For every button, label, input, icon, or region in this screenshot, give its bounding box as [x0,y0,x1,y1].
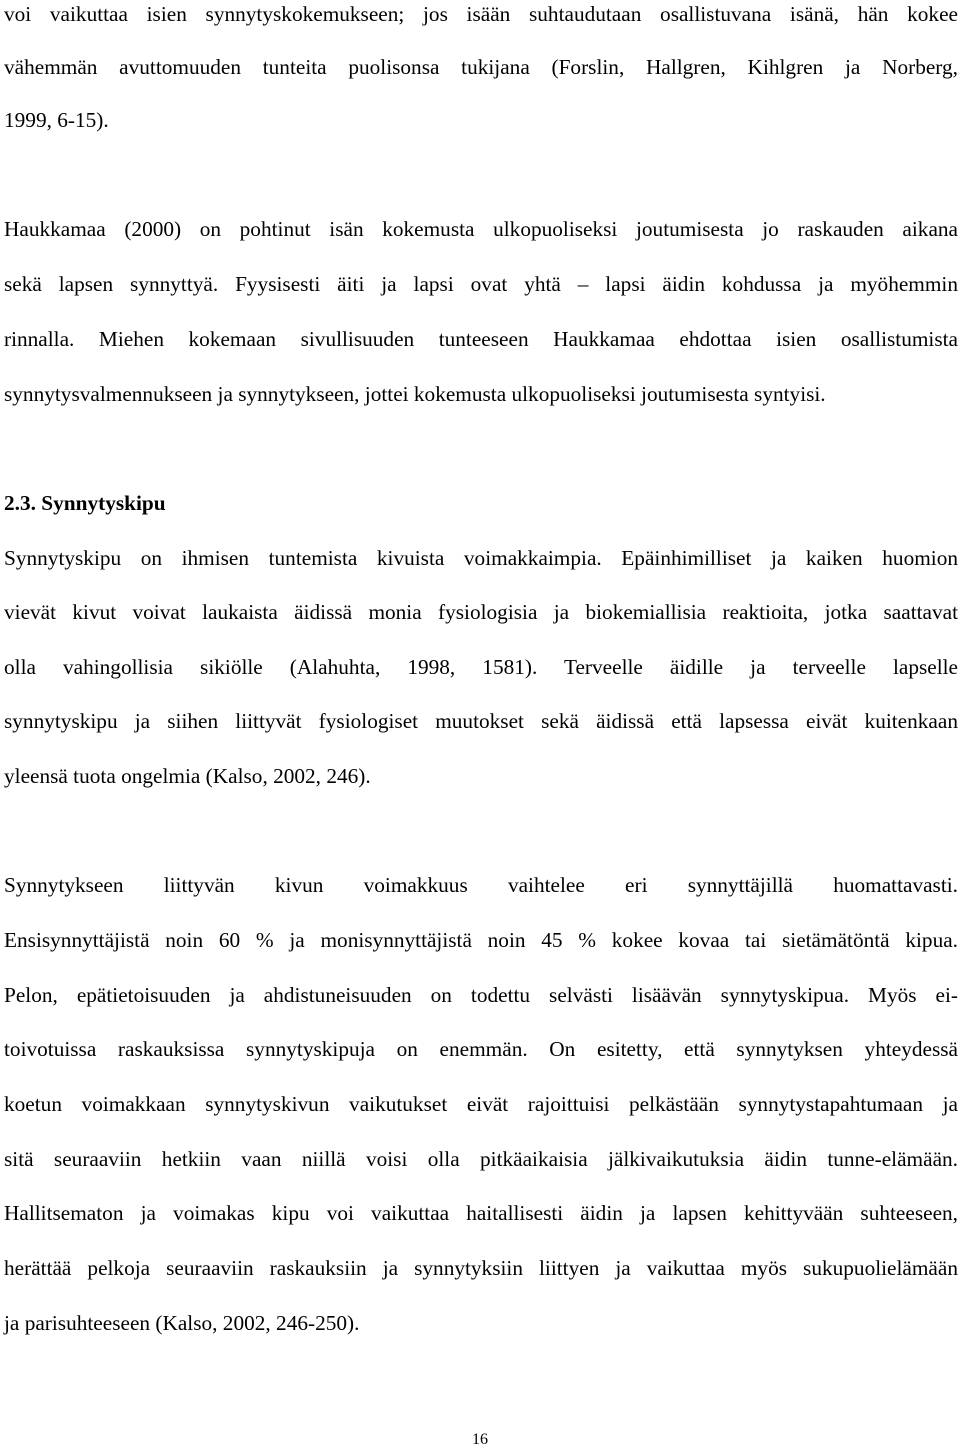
paragraph-3-line-5: yleensä tuota ongelmia (Kalso, 2002, 246). [4,764,371,788]
paragraph-4-line-7: Hallitsematon ja voimakas kipu voi vaikuttaa haitallisesti äidin ja lapsen kehittyvään suhteeseen, [4,1201,958,1225]
paragraph-4-line-2: Ensisynnyttäjistä noin 60 % ja monisynnyttäjistä noin 45 % kokee kovaa tai sietämätöntä kipua. [4,928,958,952]
paragraph-3-line-2: vievät kivut voivat laukaista äidissä monia fysiologisia ja biokemiallisia reaktioita, jotka saattavat [4,600,958,624]
paragraph-4-line-9: ja parisuhteeseen (Kalso, 2002, 246-250). [4,1311,360,1335]
paragraph-4-line-1: Synnytykseen liittyvän kivun voimakkuus vaihtelee eri synnyttäjillä huomattavasti. [4,873,958,897]
section-heading: 2.3. Synnytyskipu [4,491,166,515]
paragraph-4-line-6: sitä seuraaviin hetkiin vaan niillä voisi olla pitkäaikaisia jälkivaikutuksia äidin tunne-elämään. [4,1147,958,1171]
paragraph-4-line-4: toivotuissa raskauksissa synnytyskipuja on enemmän. On esitetty, että synnytyksen yhteydessä [4,1037,958,1061]
paragraph-2-line-3: rinnalla. Miehen kokemaan sivullisuuden tunteeseen Haukkamaa ehdottaa isien osallistumista [4,327,958,351]
paragraph-1-line-2: vähemmän avuttomuuden tunteita puolisonsa tukijana (Forslin, Hallgren, Kihlgren ja Norberg, [4,55,958,79]
paragraph-3-line-3: olla vahingollisia sikiölle (Alahuhta, 1998, 1581). Terveelle äidille ja terveelle lapselle [4,655,958,679]
paragraph-1-line-3: 1999, 6-15). [4,108,109,132]
paragraph-4-line-3: Pelon, epätietoisuuden ja ahdistuneisuuden on todettu selvästi lisäävän synnytyskipua. Myös ei- [4,983,958,1007]
paragraph-1-line-1: voi vaikuttaa isien synnytyskokemukseen; jos isään suhtaudutaan osallistuvana isänä, hän kokee [4,2,958,26]
paragraph-3-line-1: Synnytyskipu on ihmisen tuntemista kivuista voimakkaimpia. Epäinhimilliset ja kaiken huomion [4,546,958,570]
paragraph-4-line-5: koetun voimakkaan synnytyskivun vaikutukset eivät rajoittuisi pelkästään synnytystapahtumaan ja [4,1092,958,1116]
page-number: 16 [472,1431,488,1448]
paragraph-2-line-1: Haukkamaa (2000) on pohtinut isän kokemusta ulkopuoliseksi joutumisesta jo raskauden aikana [4,217,958,241]
paragraph-2-line-2: sekä lapsen synnyttyä. Fyysisesti äiti ja lapsi ovat yhtä – lapsi äidin kohdussa ja myöhemmin [4,272,958,296]
paragraph-4-line-8: herättää pelkoja seuraaviin raskauksiin ja synnytyksiin liittyen ja vaikuttaa myös sukupuolielämään [4,1256,958,1280]
paragraph-3-line-4: synnytyskipu ja siihen liittyvät fysiologiset muutokset sekä äidissä että lapsessa eivät kuitenkaan [4,709,958,733]
paragraph-2-line-4: synnytysvalmennukseen ja synnytykseen, jottei kokemusta ulkopuoliseksi joutumisesta syntyisi. [4,382,826,406]
